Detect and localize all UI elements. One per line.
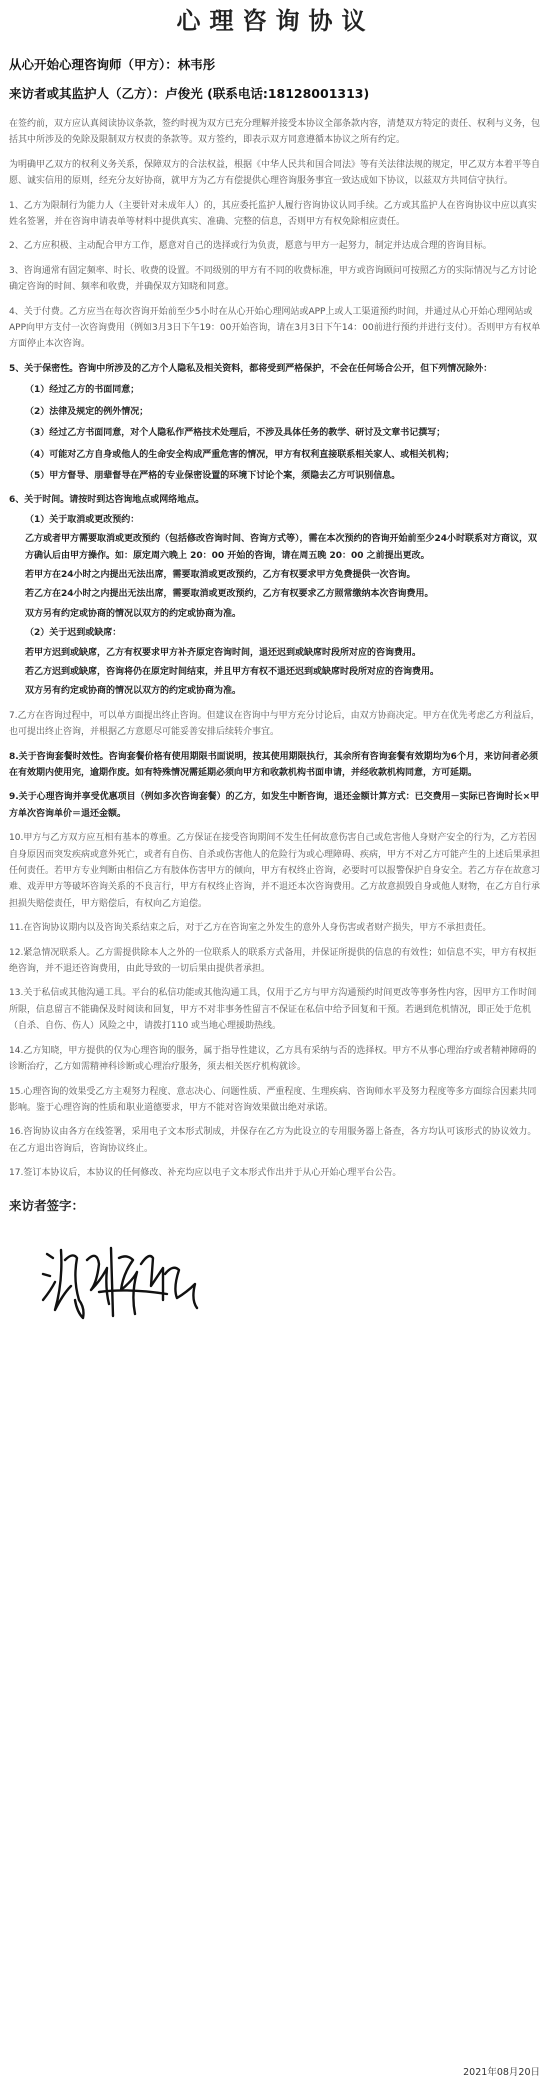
clause-2: 2、乙方应积极、主动配合甲方工作，愿意对自己的选择或行为负责，愿意与甲方一起努力，制定并达成合理的咨询目标。	[9, 241, 492, 252]
clause-11: 11.在咨询协议期内以及咨询关系结束之后，对于乙方在咨询室之外发生的意外人身伤害或者财产损失，甲方不承担责任。	[9, 923, 492, 934]
clause-6-1-title: （1）关于取消或更改预约：	[25, 514, 140, 525]
intro-paragraph: 在签约前，双方应认真阅读协议条款，签约时视为双方已充分理解并接受本协议全部条款内容，清楚双方特定的责任、权利与义务，包括其中所涉及的免除及限制双方权责的条款等。双方签约，即表示双方同意遵循本协议之所有约定。	[9, 119, 541, 146]
document-title: 心理咨询协议	[176, 7, 375, 35]
clause-6-2-title: （2）关于迟到或缺席：	[25, 628, 122, 639]
clause-6: 6、关于时间。请按时到达咨询地点或网络地点。	[9, 495, 205, 506]
clause-6-1-text: 双方另有约定或协商的情况以双方的约定或协商为准。	[25, 608, 242, 619]
clause-6-2-text: 双方另有约定或协商的情况以双方的约定或协商为准。	[25, 686, 242, 697]
clause-5-item-1: （1）经过乙方的书面同意；	[25, 385, 140, 396]
clause-6-2-text: 若甲方迟到或缺席，乙方有权要求甲方补齐原定咨询时间，退还迟到或缺席时段所对应的咨询费用。	[25, 647, 422, 658]
signature-label: 来访者签字：	[9, 1197, 85, 1213]
clause-5-item-4: （4）可能对乙方自身或他人的生命安全构成严重危害的情况，甲方有权利直接联系相关家人、或相关机构；	[25, 449, 455, 460]
clause-12: 12.紧急情况联系人。乙方需提供除本人之外的一位联系人的联系方式备用，并保证所提供的信息的有效性；如信息不实，甲方有权拒绝咨询，并不退还咨询费用，由此导致的一切后果由提供者承担。	[9, 947, 537, 975]
clause-4: 4、关于付费。乙方应当在每次咨询开始前至少5小时在从心开始心理网站或APP上或人工渠道预约时间，并通过从心开始心理网站或APP向甲方支付一次咨询费用（例如3月3日下午19：00开始咨询，请在3月3日下午14：00前进行预约并进行支付）。否则甲方有权单方面停止本次咨询。	[9, 306, 541, 350]
purpose-paragraph: 为明确甲乙双方的权利义务关系，保障双方的合法权益，根据《中华人民共和国合同法》等有关法律法规的规定，甲乙双方本着平等自愿、诚实信用的原则，经充分友好协商，就甲方为乙方有偿提供心理咨询服务事宜一致达成如下协议，以兹双方共同信守执行。	[9, 159, 541, 187]
signing-date: 2021年08月20日	[463, 2067, 540, 2078]
clause-6-2-text: 若乙方迟到或缺席，咨询将仍在原定时间结束，并且甲方有权不退还迟到或缺席时段所对应的咨询费用。	[25, 666, 440, 677]
clause-6-1-text: 若甲方在24小时之内提出无法出席，需要取消或更改预约，乙方有权要求甲方免费提供一次咨询。	[25, 569, 416, 580]
clause-5: 5、关于保密性。咨询中所涉及的乙方个人隐私及相关资料，都将受到严格保护，不会在任何场合公开，但下列情况除外：	[9, 363, 493, 374]
clause-5-item-2: （2）法律及规定的例外情况；	[25, 406, 149, 417]
clause-5-item-5: （5）甲方督导、朋辈督导在严格的专业保密设置的环境下讨论个案，须隐去乙方可识别信息。	[25, 470, 401, 481]
clause-10: 10.甲方与乙方双方应互相有基本的尊重。乙方保证在接受咨询期间不发生任何故意伤害自己或危害他人身财产安全的行为，乙方若因自身原因而突发疾病或意外死亡，或者有自伤、自杀或伤害他人的危险行为或心理障碍、疾病，甲方不对乙方可能产生的上述后果承担任何责任。若甲方专业判断由相信乙方有肢体伤害甲方的倾向，甲方有权终止咨询，必要时可以报警保护自身安全。若乙方存在故意习难、戏弄甲方等破坏咨询关系的不良言行，甲方有权终止咨询，并不退还本次咨询费用。乙方故意损毁自身或他人财物，在乙方自行承担损失赔偿责任，甲方赔偿后，有权向乙方追偿。	[9, 833, 541, 909]
clause-15: 15.心理咨询的效果受乙方主观努力程度、意志决心、问题性质、严重程度、生理疾病、咨询师水平及努力程度等多方面综合因素共同影响。鉴于心理咨询的性质和职业道德要求，甲方不能对咨询效果做出绝对承诺。	[9, 1086, 537, 1113]
clause-17: 17.签订本协议后，本协议的任何修改、补充均应以电子文本形式作出并于从心开始心理平台公告。	[9, 1168, 402, 1179]
handwritten-signature	[37, 1230, 217, 1330]
clause-8: 8.关于咨询套餐时效性。咨询套餐价格有使用期限书面说明，按其使用期限执行，其余所有咨询套餐有效期均为6个月，来访问者必须在有效期内使用完，逾期作废。如有特殊情况需延期必须向甲方和收款机构书面申请，并经收款机构同意，方可延期。	[9, 751, 538, 778]
clause-9: 9.关于心理咨询并享受优惠项目（例如多次咨询套餐）的乙方，如发生中断咨询，退还金额计算方式：已交费用－实际已咨询时长×甲方单次咨询单价＝退还金额。	[9, 792, 540, 819]
clause-7: 7.乙方在咨询过程中，可以单方面提出终止咨询。但建议在咨询中与甲方充分讨论后，由双方协商决定。甲方在优先考虑乙方利益后，也可提出终止咨询，并根据乙方意愿尽可能妥善安排后续转介事宜。	[9, 710, 540, 738]
party-a-line: 从心开始心理咨询师（甲方）：林韦彤	[9, 57, 216, 72]
clause-13: 13.关于私信或其他沟通工具。平台的私信功能或其他沟通工具，仅用于乙方与甲方沟通预约时间更改等事务性内容，因甲方工作时间所限，信息留言不能确保及时阅读和回复，甲方不对非事务性留言不保证在私信中给予回复和干预。若遇到危机情况，即正处于危机（自杀、自伤、伤人）风险之中，请拨打110 或当地心理援助热线。	[9, 988, 537, 1032]
clause-3: 3、咨询通常有固定频率、时长、收费的设置。不同级别的甲方有不同的收费标准，甲方或咨询顾问可按照乙方的实际情况与乙方讨论确定咨询的时间、频率和收费，并确保双方知晓和同意。	[9, 265, 537, 293]
party-b-line: 来访者或其监护人（乙方）：卢俊光 (联系电话:18128001313)	[9, 86, 370, 101]
clause-6-1-text: 乙方或者甲方需要取消或更改预约（包括修改咨询时间、咨询方式等），需在本次预约的咨询开始前至少24小时联系对方商议，双方确认后由甲方操作。如：原定周六晚上 20：00 开始的咨询，请在周五晚 20：00 之前提出更改。	[25, 534, 538, 561]
clause-6-1-text: 若乙方在24小时之内提出无法出席，需要取消或更改预约，乙方有权要求乙方照常缴纳本次咨询费用。	[25, 589, 434, 600]
clause-5-item-3: （3）经过乙方书面同意，对个人隐私作严格技术处理后，不涉及具体任务的教学、研讨及文章书记撰写；	[25, 428, 446, 439]
clause-16: 16.咨询协议由各方在线签署，采用电子文本形式制成，并保存在乙方为此设立的专用服务器上备查，各方均认可该形式的协议效力。在乙方退出咨询后，咨询协议终止。	[9, 1127, 537, 1154]
clause-14: 14.乙方知晓，甲方提供的仅为心理咨询的服务，属于指导性建议，乙方具有采纳与否的选择权。甲方不从事心理治疗或者精神障碍的诊断治疗，乙方如需精神科诊断或心理治疗服务，须去相关医疗机构就诊。	[9, 1045, 537, 1073]
clause-1: 1、乙方为限制行为能力人（主要针对未成年人）的，其应委托监护人履行咨询协议认同手续。乙方或其监护人在咨询协议中应以真实姓名签署，并在咨询申请表单等材料中提供真实、准确、完整的信息，否则甲方有权免除相应责任。	[9, 200, 537, 228]
